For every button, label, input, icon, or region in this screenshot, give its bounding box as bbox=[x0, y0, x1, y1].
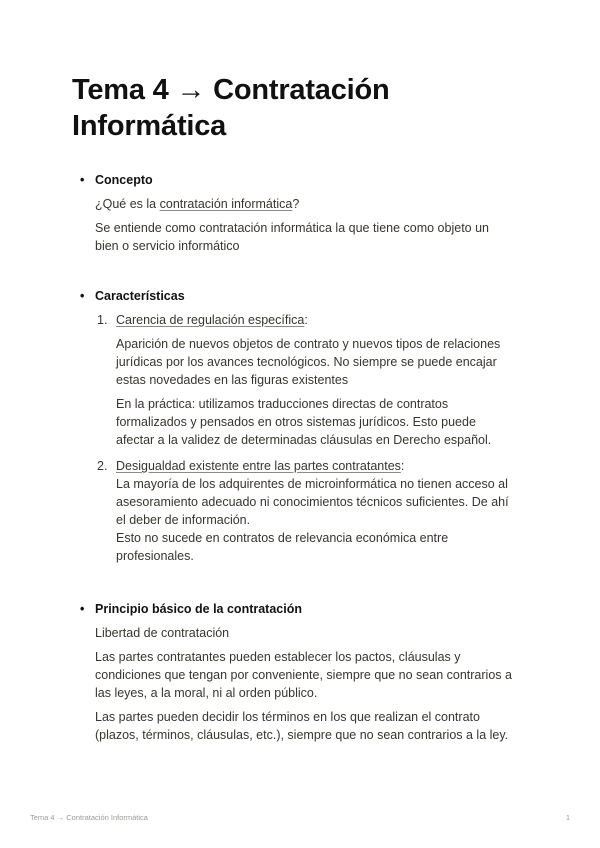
principio-paragraph-1 bbox=[77, 648, 537, 702]
item1-colon: : bbox=[304, 313, 308, 327]
question-suffix: ? bbox=[292, 197, 300, 211]
section-caracteristicas bbox=[77, 287, 537, 565]
item2-title-link[interactable]: Desigualdad existente entre las partes contratantes bbox=[116, 459, 401, 473]
text-line: (plazos, términos, cláusulas, etc.), siempre que no sean contrarios a la ley. bbox=[95, 728, 509, 742]
contratacion-informatica-link[interactable]: contratación informática bbox=[159, 197, 293, 211]
text-line: Las partes contratantes pueden establecer los pactos, cláusulas y bbox=[95, 650, 461, 664]
numbered-item-2 bbox=[77, 457, 537, 565]
text-line: Las partes pueden decidir los términos en los que realizan el contrato bbox=[95, 710, 480, 724]
question-prefix: ¿Qué es la bbox=[95, 197, 160, 211]
text-line: Aparición de nuevos objetos de contrato y nuevos tipos de relaciones bbox=[116, 337, 501, 351]
definition-line: bien o servicio informático bbox=[95, 239, 240, 253]
text-line: afectar a la validez de determinadas cláusulas en Derecho español. bbox=[116, 433, 492, 447]
text-line: jurídicas por los avances tecnológicos. No siempre se puede encajar bbox=[116, 355, 497, 369]
item1-paragraph-1 bbox=[77, 335, 537, 389]
section-principio bbox=[77, 600, 537, 744]
item1-title-link[interactable]: Carencia de regulación específica bbox=[116, 313, 305, 327]
footer-title: Tema 4 → Contratación Informática bbox=[30, 813, 148, 822]
item-number: 2. bbox=[97, 459, 108, 473]
text-line: Esto no sucede en contratos de relevancia económica entre bbox=[116, 531, 449, 545]
concepto-question bbox=[77, 195, 537, 213]
text-line: condiciones que tengan por conveniente, siempre que no sean contrarios a bbox=[95, 668, 512, 682]
text-line: profesionales. bbox=[116, 549, 194, 563]
item2-colon: : bbox=[400, 459, 405, 473]
text-line: En la práctica: utilizamos traducciones directas de contratos bbox=[116, 397, 449, 411]
principio-paragraph-2 bbox=[77, 708, 537, 744]
numbered-item-1 bbox=[77, 311, 537, 329]
section-concepto bbox=[77, 171, 537, 255]
definition-line: Se entiende como contratación informática la que tiene como objeto un bbox=[95, 221, 489, 235]
page-number: 1 bbox=[565, 813, 570, 822]
item1-paragraph-2 bbox=[77, 395, 537, 449]
concepto-definition bbox=[77, 219, 537, 255]
text-line: La mayoría de los adquirentes de microinformática no tienen acceso al bbox=[116, 477, 508, 491]
caracteristicas-heading: • Características bbox=[77, 287, 537, 305]
text-line: el deber de información. bbox=[116, 513, 251, 527]
text-line: asesoramiento adecuado ni conocimientos técnicos suficientes. De ahí bbox=[116, 495, 509, 509]
page-title: Tema 4 → Contratación Informática bbox=[72, 74, 390, 142]
text-line: estas novedades en las figuras existentes bbox=[116, 373, 349, 387]
principio-heading: • Principio básico de la contratación bbox=[77, 600, 537, 618]
page-footer bbox=[30, 813, 570, 822]
item-number: 1. bbox=[97, 313, 108, 327]
principio-subtitle: Libertad de contratación bbox=[95, 626, 230, 640]
concepto-heading: • Concepto bbox=[77, 171, 537, 189]
text-line: formalizados y pensados en otros sistemas jurídicos. Esto puede bbox=[116, 415, 476, 429]
text-line: las leyes, a la moral, ni al orden público. bbox=[95, 686, 318, 700]
